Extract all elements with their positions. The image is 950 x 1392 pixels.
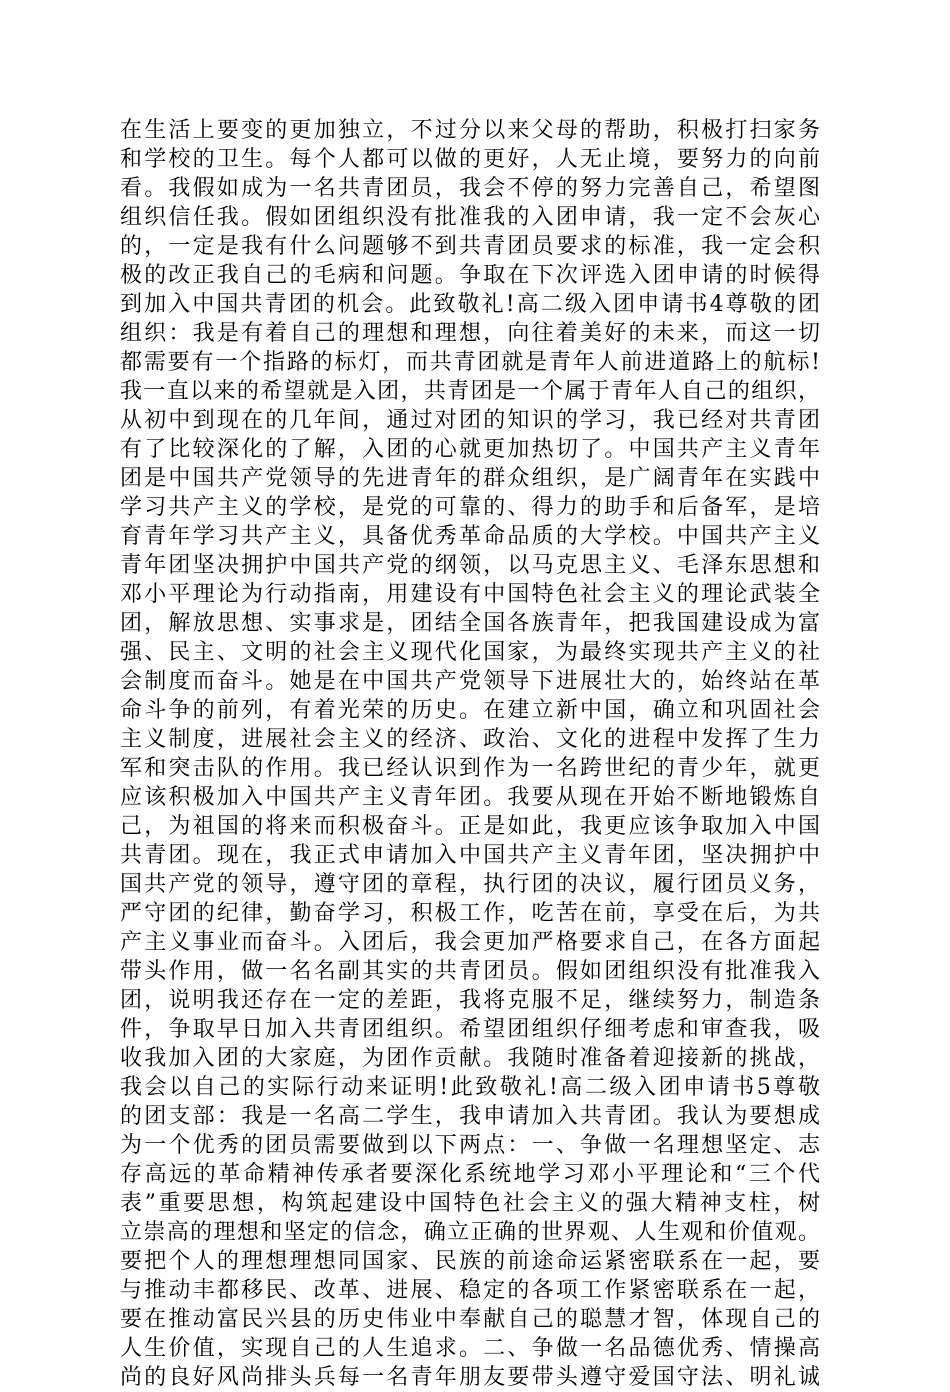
text-line: 人生价值，实现自己的人生追求。二、争做一名品德优秀、情操高	[120, 1336, 820, 1361]
text-line: 共青团。现在，我正式申请加入中国共产主义青年团，坚决拥护中	[120, 843, 820, 868]
text-line: 团，说明我还存在一定的差距，我将克服不足，继续努力，制造条	[120, 988, 820, 1013]
text-line: 军和突击队的作用。我已经认识到作为一名跨世纪的青少年，就更	[120, 756, 820, 781]
text-line: 会制度而奋斗。她是在中国共产党领导下进展壮大的，始终站在革	[120, 669, 820, 694]
text-line: 己，为祖国的将来而积极奋斗。正是如此，我更应该争取加入中国	[120, 814, 820, 839]
text-line: 带头作用，做一名名副其实的共青团员。假如团组织没有批准我入	[120, 959, 820, 984]
text-line: 要在推动富民兴县的历史伟业中奉献自己的聪慧才智，体现自己的	[120, 1307, 820, 1332]
text-line: 邓小平理论为行动指南，用建设有中国特色社会主义的理论武装全	[120, 582, 820, 607]
text-line: 有了比较深化的了解，入团的心就更加热切了。中国共产主义青年	[120, 437, 820, 462]
text-line: 收我加入团的大家庭，为团作贡献。我随时准备着迎接新的挑战，	[120, 1046, 820, 1071]
text-line: 应该积极加入中国共产主义青年团。我要从现在开始不断地锻炼自	[120, 785, 820, 810]
text-line: 青年团坚决拥护中国共产党的纲领，以马克思主义、毛泽东思想和	[120, 553, 820, 578]
text-line: 团是中国共产党领导的先进青年的群众组织，是广阔青年在实践中	[120, 466, 820, 491]
text-line: 表”重要思想，构筑起建设中国特色社会主义的强大精神支柱，树	[120, 1191, 820, 1216]
text-line: 强、民主、文明的社会主义现代化国家，为最终实现共产主义的社	[120, 640, 820, 665]
text-line: 团，解放思想、实事求是，团结全国各族青年，把我国建设成为富	[120, 611, 820, 636]
text-line: 要把个人的理想理想同国家、民族的前途命运紧密联系在一起，要	[120, 1249, 820, 1274]
text-line: 学习共产主义的学校，是党的可靠的、得力的助手和后备军，是培	[120, 495, 820, 520]
text-line: 尚的良好风尚排头兵每一名青年朋友要带头遵守爱国守法、明礼诚	[120, 1365, 820, 1390]
text-line: 的团支部：我是一名高二学生，我申请加入共青团。我认为要想成	[120, 1104, 820, 1129]
text-line: 的，一定是我有什么问题够不到共青团员要求的标准，我一定会积	[120, 234, 820, 259]
text-line: 从初中到现在的几年间，通过对团的知识的学习，我已经对共青团	[120, 408, 820, 433]
text-line: 和学校的卫生。每个人都可以做的更好，人无止境，要努力的向前	[120, 147, 820, 172]
text-line: 件，争取早日加入共青团组织。希望团组织仔细考虑和审查我，吸	[120, 1017, 820, 1042]
text-line: 组织：我是有着自己的理想和理想，向往着美好的未来，而这一切	[120, 321, 820, 346]
text-line: 与推动丰都移民、改革、进展、稳定的各项工作紧密联系在一起，	[120, 1278, 820, 1303]
text-line: 在生活上要变的更加独立，不过分以来父母的帮助，积极打扫家务	[120, 118, 820, 143]
text-line: 国共产党的领导，遵守团的章程，执行团的决议，履行团员义务，	[120, 872, 820, 897]
text-line: 极的改正我自己的毛病和问题。争取在下次评选入团申请的时候得	[120, 263, 820, 288]
text-line: 严守团的纪律，勤奋学习，积极工作，吃苦在前，享受在后，为共	[120, 901, 820, 926]
text-line: 看。我假如成为一名共青团员，我会不停的努力完善自己，希望图	[120, 176, 820, 201]
text-line: 组织信任我。假如团组织没有批准我的入团申请，我一定不会灰心	[120, 205, 820, 230]
text-line: 都需要有一个指路的标灯，而共青团就是青年人前进道路上的航标!	[120, 350, 820, 375]
text-line: 我会以自己的实际行动来证明!此致敬礼!高二级入团申请书5尊敬	[120, 1075, 820, 1100]
text-line: 立崇高的理想和坚定的信念，确立正确的世界观、人生观和价值观。	[120, 1220, 820, 1245]
text-line: 产主义事业而奋斗。入团后，我会更加严格要求自己，在各方面起	[120, 930, 820, 955]
text-line: 存高远的革命精神传承者要深化系统地学习邓小平理论和“三个代	[120, 1162, 820, 1187]
text-line: 命斗争的前列，有着光荣的历史。在建立新中国，确立和巩固社会	[120, 698, 820, 723]
text-line: 我一直以来的希望就是入团，共青团是一个属于青年人自己的组织，	[120, 379, 820, 404]
text-line: 到加入中国共青团的机会。此致敬礼!高二级入团申请书4尊敬的团	[120, 292, 820, 317]
text-line: 为一个优秀的团员需要做到以下两点：一、争做一名理想坚定、志	[120, 1133, 820, 1158]
document-body	[120, 116, 820, 1392]
text-line: 主义制度，进展社会主义的经济、政治、文化的进程中发挥了生力	[120, 727, 820, 752]
text-line: 育青年学习共产主义，具备优秀革命品质的大学校。中国共产主义	[120, 524, 820, 549]
